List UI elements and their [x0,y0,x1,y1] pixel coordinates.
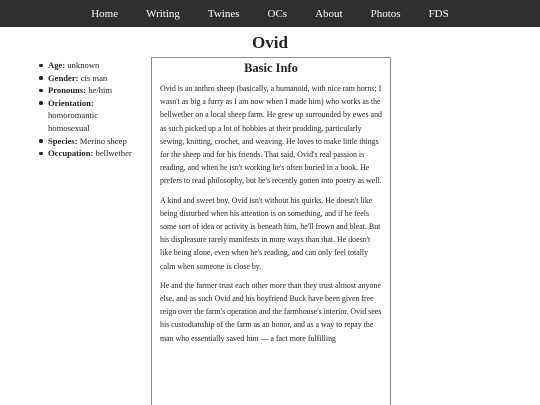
stat-gender [38,72,150,85]
stat-occupation [38,147,150,160]
top-navbar [0,0,540,27]
basic-info-panel [151,57,391,405]
stat-species [38,135,150,148]
stat-age-value: unknown [67,60,100,70]
basic-info-body [152,82,390,345]
nav-link-writing[interactable]: Writing [146,7,180,20]
stat-orientation-key: Orientation: [48,97,94,108]
stat-orientation [38,97,150,135]
stat-species-key: Species: [48,135,78,146]
page-title: Ovid [252,33,288,52]
stat-occupation-value: bellwether [95,148,132,159]
stat-pronouns-value: he/him [88,85,113,96]
stat-species-value: Merino sheep [79,135,127,146]
character-stats-sidebar [38,59,150,160]
stat-age [38,59,150,72]
stat-gender-key: Gender: [48,72,79,83]
nav-link-fds[interactable]: FDS [428,7,449,20]
nav-link-photos[interactable]: Photos [370,7,401,20]
nav-link-home[interactable]: Home [91,7,119,20]
stat-occupation-key: Occupation: [48,148,94,159]
stat-pronouns [38,84,150,97]
stats-list [38,59,150,160]
nav-link-ocs[interactable]: OCs [267,7,288,20]
nav-link-about[interactable]: About [315,7,343,20]
stat-gender-value: cis man [80,72,108,83]
info-paragraph: A kind and sweet boy, Ovid isn't without his quirks. He doesn't like being disturbed when his attention is on something, and if he feels some sort of idea or activity is beneath him, he'll frown and bleat. But his displeasure rarely manifests in more ways than that. He doesn't like being alone, even when he's reading, and can only feel totally calm when someone is close by. [160,195,381,271]
stat-age-key: Age: [48,60,66,70]
basic-info-title: Basic Info [244,61,298,75]
stat-orientation-value-romantic: homoromantic [48,110,99,121]
info-paragraph: He and the farmer trust each other more than they trust almost anyone else, and as such Ovid and his boyfriend Buck have been given free reign over the farm's operation and the farmhouse's interior. Ovid sees his custodianship of the farm as an honor, and as a way to repay the man who essentially saved him — a fact more fulfilling [160,280,382,343]
info-paragraph: Ovid is an anthro sheep (basically, a humanoid, with nice ram horns; I wasn't as big a furry as I am now when I made him) who works as the bellwether on a local sheep farm. He grew up surrounded by ewes and as such picked up a lot of hobbies at their prodding, particularly sewing, knitting, crochet, and weaving. He loves to make little things for the sheep and for his friends. That said, Ovid's real passion is reading, and when he isn't working he's often buried in a book. He prefers to read philosophy, but he's recently gotten into poetry as well. [160,84,382,186]
stat-pronouns-key: Pronouns: [48,85,87,96]
stat-orientation-value-sexual: homosexual [48,122,90,133]
nav-link-twines[interactable]: Twines [207,7,240,20]
